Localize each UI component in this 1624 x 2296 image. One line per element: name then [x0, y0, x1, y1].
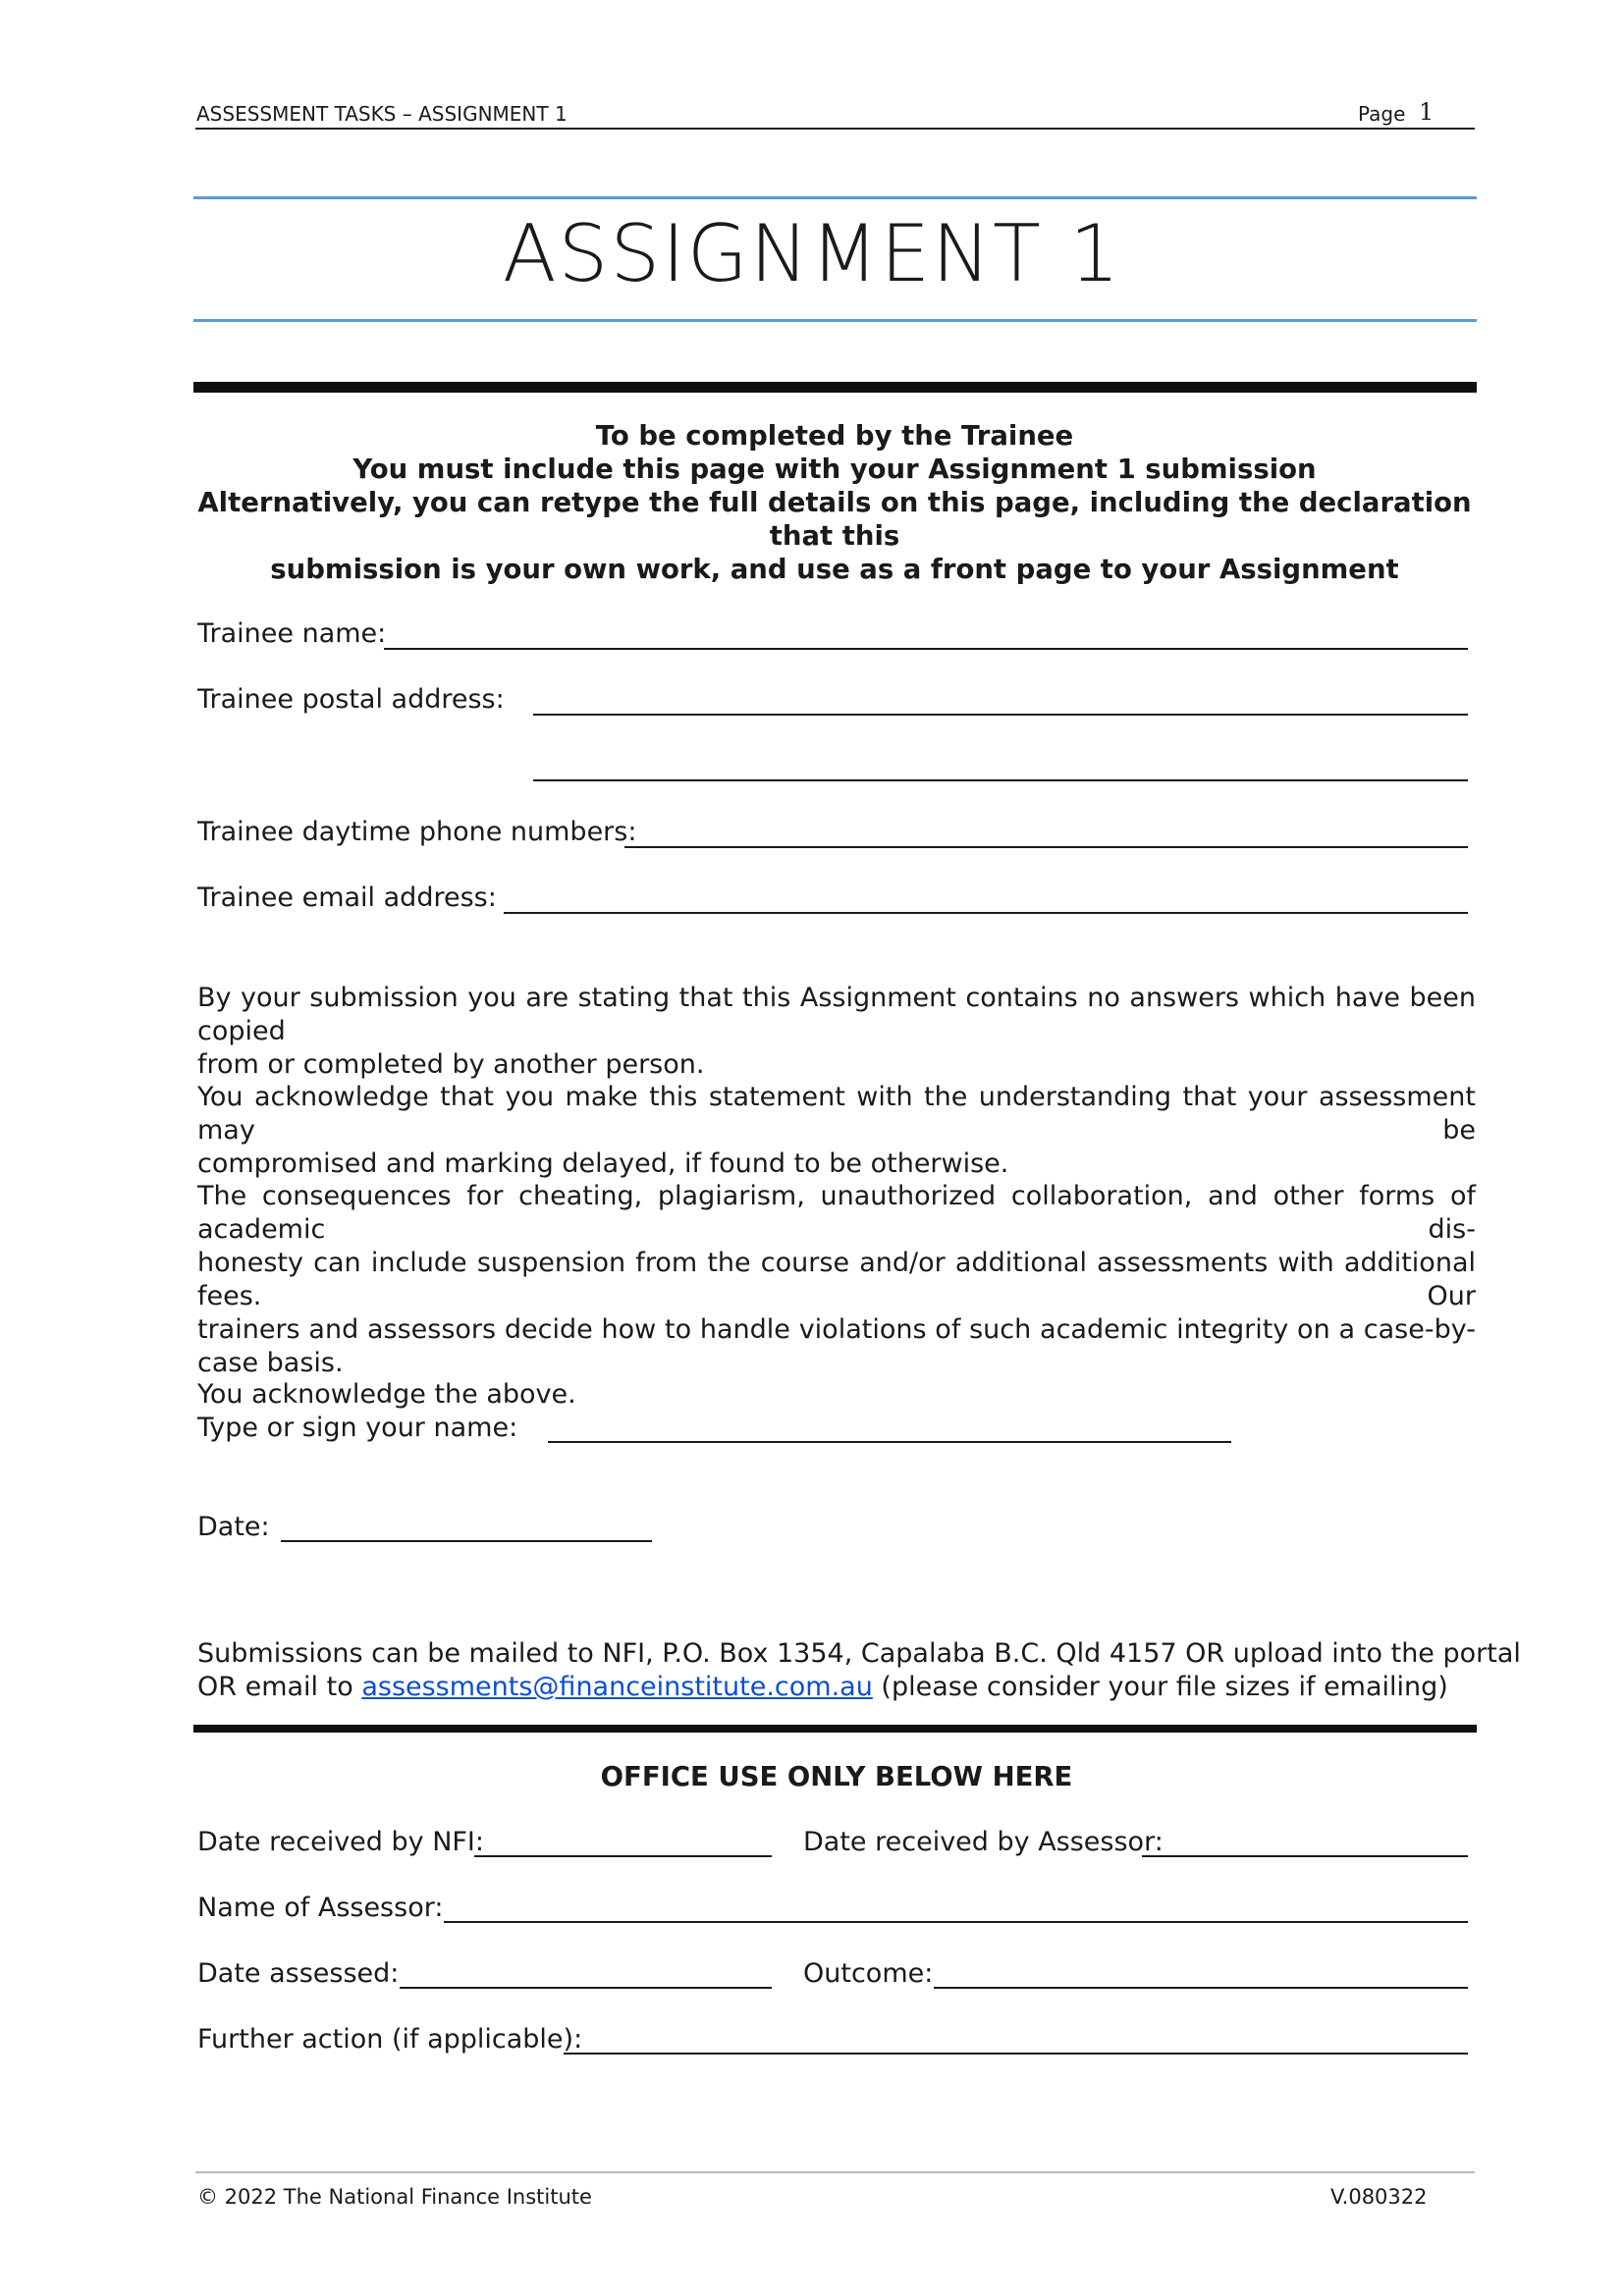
- assessments-email-link[interactable]: assessments@financeinstitute.com.au: [361, 1672, 873, 1702]
- received-assessor-label: Date received by Assessor:: [803, 1827, 1164, 1857]
- outcome-field[interactable]: [934, 1987, 1468, 1989]
- trainee-postal-field-1[interactable]: [533, 714, 1468, 716]
- page-title: ASSIGNMENT 1: [502, 208, 1122, 299]
- assessor-name-field[interactable]: [444, 1921, 1468, 1923]
- trainee-phone-label: Trainee daytime phone numbers:: [197, 817, 637, 847]
- paragraph-line: trainers and assessors decide how to handle violations of such academic integrity on a case-by-case basis.: [197, 1314, 1476, 1378]
- received-assessor-field[interactable]: [1142, 1855, 1468, 1857]
- further-action-field[interactable]: [564, 2053, 1468, 2055]
- trainee-phone-field[interactable]: [624, 846, 1468, 848]
- date-label: Date:: [197, 1512, 270, 1542]
- paragraph-line: from or completed by another person.: [197, 1049, 705, 1080]
- acknowledge-text: You acknowledge the above.: [197, 1379, 576, 1410]
- further-action-label: Further action (if applicable):: [197, 2024, 583, 2055]
- title-rule-bottom: [193, 319, 1477, 322]
- page-label: Page: [1358, 102, 1406, 126]
- section-divider: [193, 382, 1477, 393]
- paragraph-line: compromised and marking delayed, if found to be otherwise.: [197, 1148, 1009, 1179]
- intro-instructions: [177, 419, 1492, 586]
- trainee-postal-label: Trainee postal address:: [197, 684, 505, 715]
- intro-line: submission is your own work, and use as a front page to your Assignment: [270, 554, 1399, 585]
- date-assessed-label: Date assessed:: [197, 1958, 400, 1989]
- trainee-postal-field-2[interactable]: [533, 779, 1468, 781]
- submission-email-prefix: OR email to: [197, 1672, 362, 1702]
- paragraph-line: You acknowledge that you make this statement with the understanding that your assessment may be: [197, 1082, 1476, 1146]
- signature-field[interactable]: [548, 1441, 1231, 1443]
- date-field[interactable]: [281, 1540, 652, 1542]
- running-header: ASSESSMENT TASKS – ASSIGNMENT 1: [196, 102, 568, 126]
- version: V.080322: [1330, 2185, 1428, 2209]
- submission-info: Submissions can be mailed to NFI, P.O. Box 1354, Capalaba B.C. Qld 4157 OR upload into the portal: [197, 1638, 1521, 1669]
- trainee-name-label: Trainee name:: [197, 618, 387, 649]
- paragraph-line: By your submission you are stating that this Assignment contains no answers which have been copied: [197, 983, 1476, 1046]
- signature-label: Type or sign your name:: [197, 1413, 518, 1443]
- footer-rule: [195, 2171, 1475, 2173]
- intro-line: You must include this page with your Assignment 1 submission: [352, 454, 1317, 485]
- declaration-paragraph-1: [197, 982, 1476, 1082]
- paragraph-line: honesty can include suspension from the course and/or additional assessments with additional fees. Our: [197, 1248, 1476, 1311]
- received-nfi-field[interactable]: [474, 1855, 772, 1857]
- trainee-email-label: Trainee email address:: [197, 882, 497, 913]
- intro-line: Alternatively, you can retype the full details on this page, including the declaration that this: [197, 487, 1472, 552]
- received-nfi-label: Date received by NFI:: [197, 1827, 484, 1857]
- trainee-email-field[interactable]: [504, 912, 1468, 914]
- declaration-paragraph-2: [197, 1081, 1476, 1181]
- intro-line: To be completed by the Trainee: [595, 420, 1074, 452]
- copyright: © 2022 The National Finance Institute: [197, 2185, 592, 2209]
- assessor-name-label: Name of Assessor:: [197, 1893, 444, 1923]
- outcome-label: Outcome:: [803, 1958, 934, 1989]
- paragraph-line: The consequences for cheating, plagiarism, unauthorized collaboration, and other forms of academic dis-: [197, 1181, 1476, 1245]
- office-divider: [193, 1725, 1477, 1733]
- declaration-paragraph-3: [197, 1180, 1476, 1380]
- submission-email-suffix: (please consider your file sizes if emailing): [872, 1672, 1448, 1702]
- office-use-heading: OFFICE USE ONLY BELOW HERE: [600, 1761, 1073, 1792]
- trainee-name-field[interactable]: [384, 648, 1468, 650]
- header-rule: [195, 128, 1475, 130]
- page-number: 1: [1419, 98, 1435, 126]
- date-assessed-field[interactable]: [400, 1987, 772, 1989]
- submission-email-line: [197, 1672, 1448, 1702]
- title-rule-top: [193, 196, 1477, 199]
